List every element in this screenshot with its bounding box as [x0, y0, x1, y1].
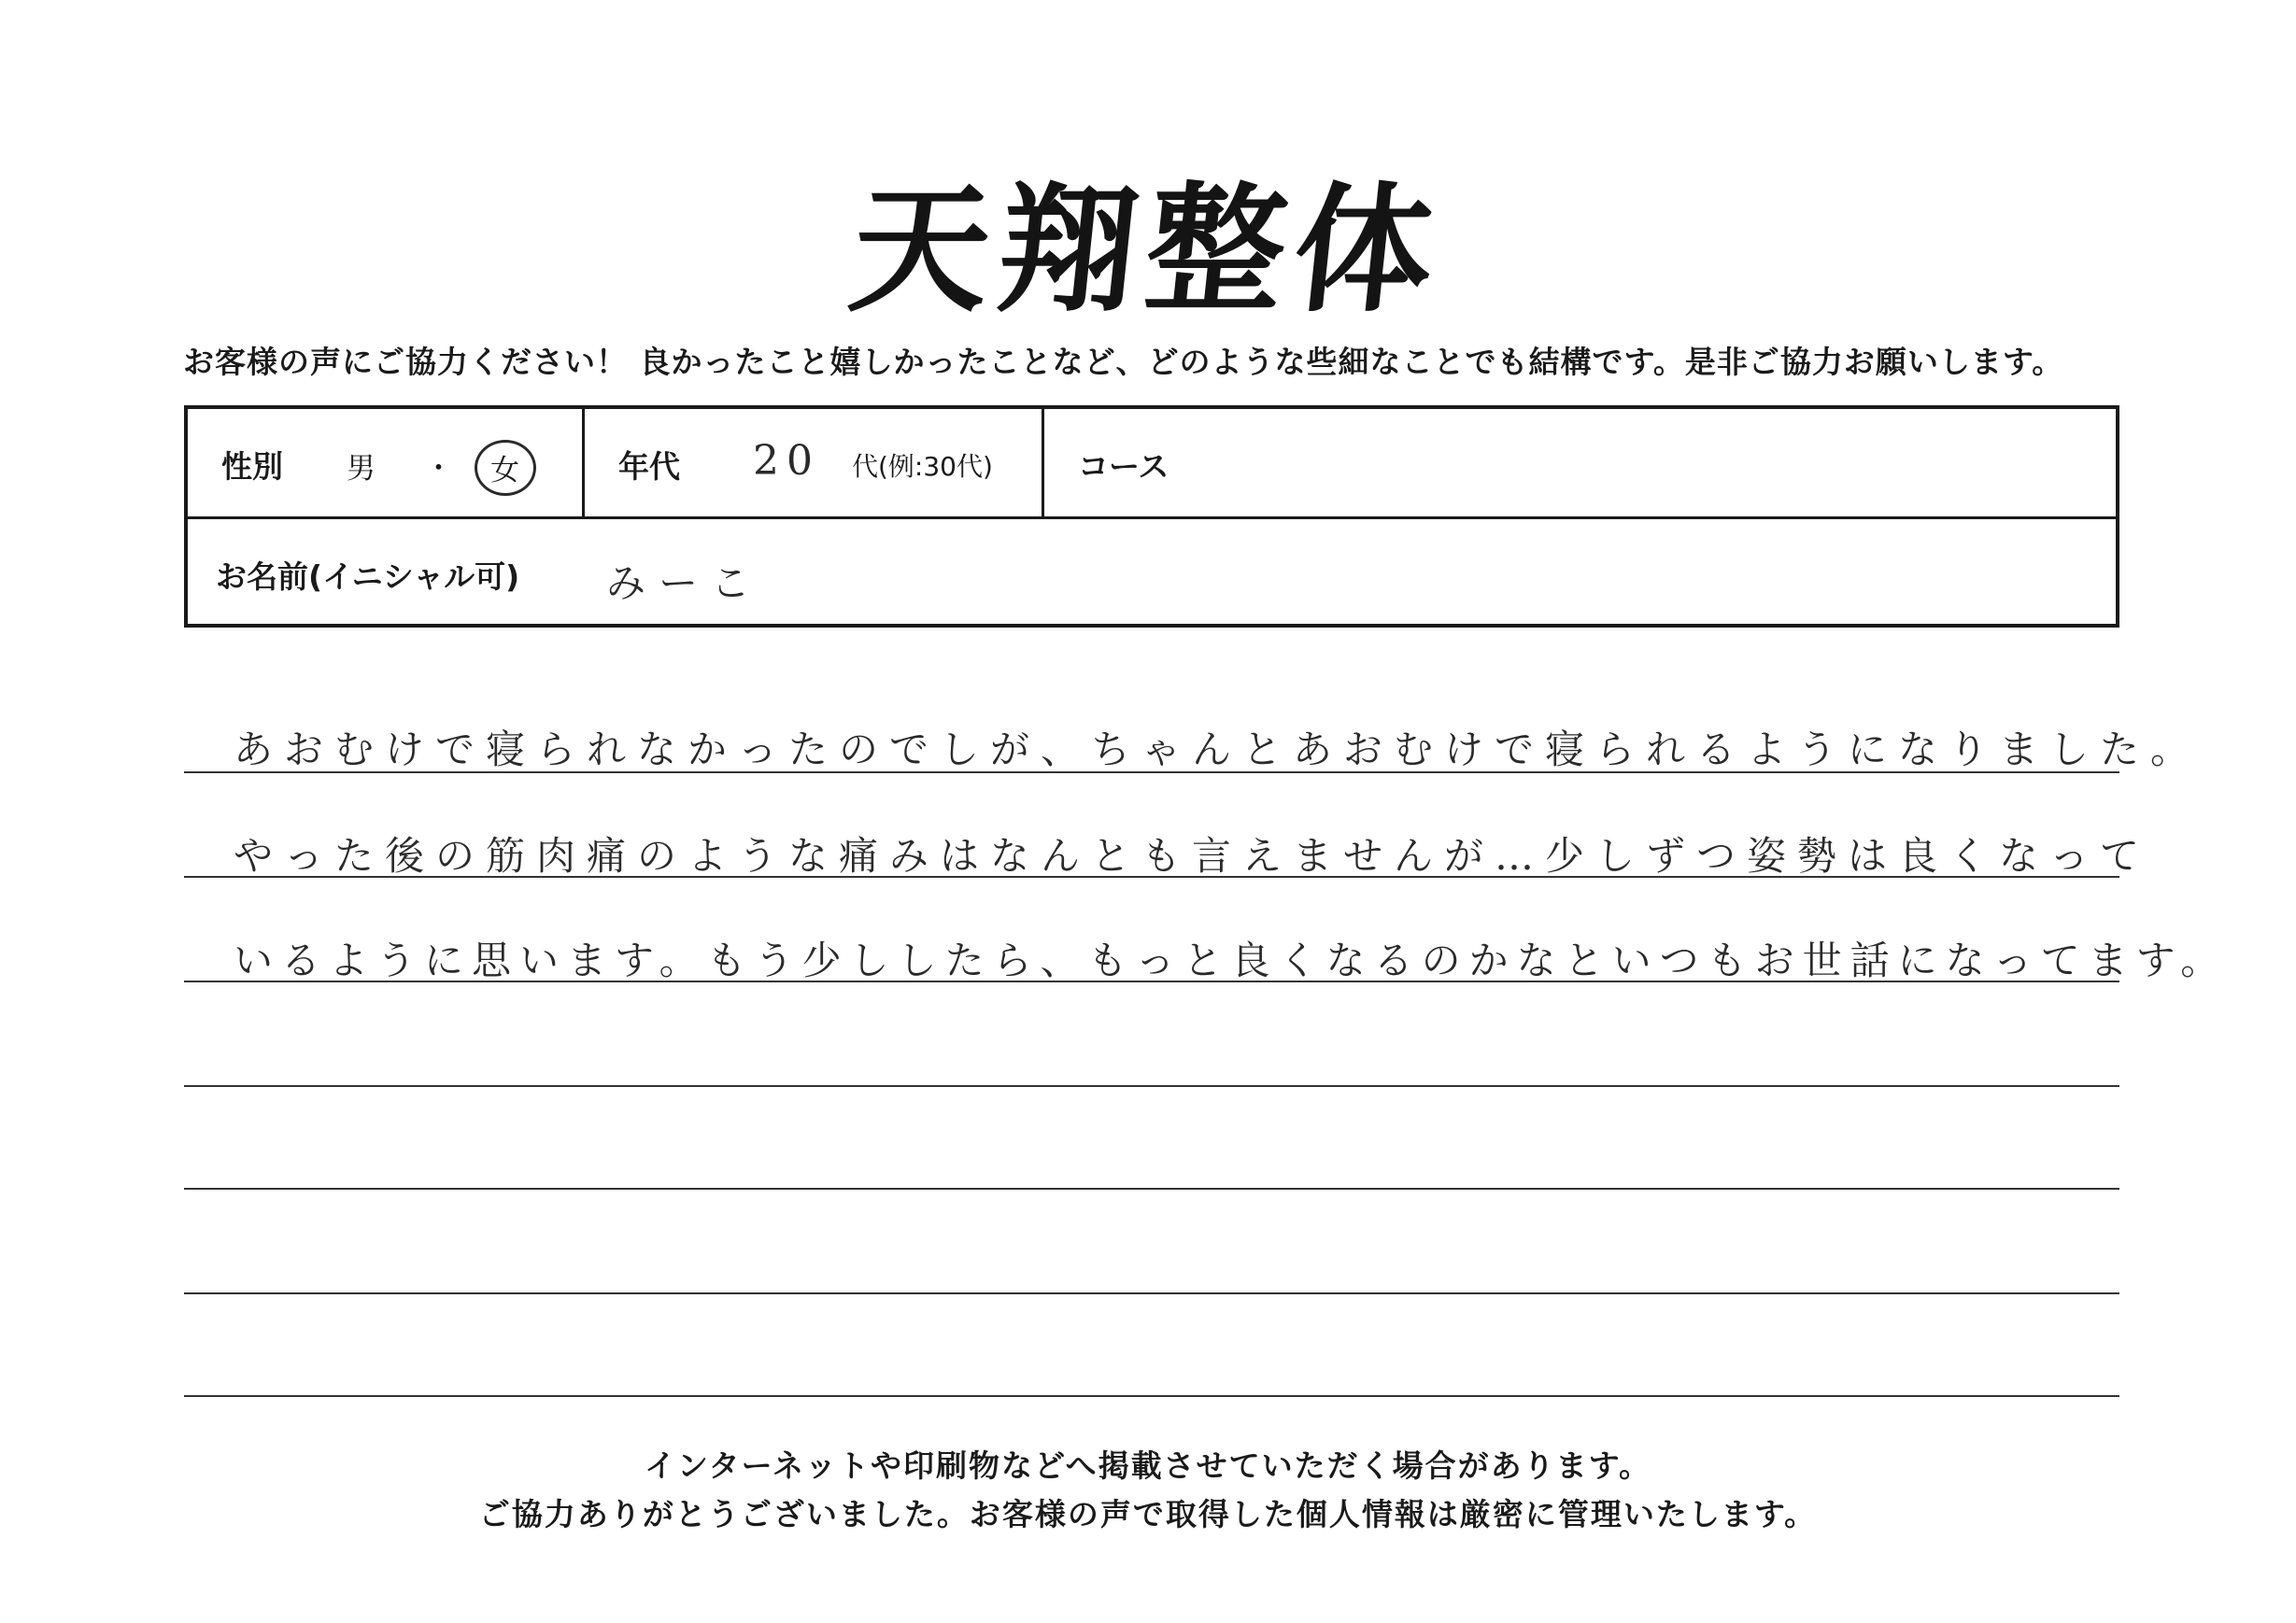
comment-line-2: やった後の筋肉痛のような痛みはなんとも言えませんが…少しずつ姿勢は良くなって	[234, 833, 2151, 879]
sex-label: 性別	[221, 448, 283, 485]
clinic-logo: 天翔整体	[843, 168, 1451, 331]
sex-male-option: 男	[347, 452, 376, 486]
course-cell	[1044, 409, 2119, 516]
sex-female-option: 女	[490, 454, 519, 487]
ruled-line	[184, 1085, 2119, 1087]
intro-text: お客様の声にご協力ください！ 良かったこと嬉しかったことなど、どのような些細なことでも結構です。是非ご協力お願いします。	[183, 344, 2064, 380]
comment-line-3: いるように思います。もう少ししたら、もっと良くなるのかなといつもお世話になってます。	[234, 938, 2229, 983]
age-label: 年代	[618, 448, 680, 485]
sex-separator: ・	[424, 452, 453, 486]
age-value: 20	[753, 437, 820, 485]
footer-notice-2: ご協力ありがとうございました。お客様の声で取得した個人情報は厳密に管理いたします。	[478, 1496, 1818, 1532]
name-value: みーこ	[606, 560, 764, 606]
name-label: お名前(イニシャル可)	[216, 558, 520, 595]
age-cell	[585, 409, 1044, 516]
ruled-line	[184, 1395, 2119, 1397]
ruled-line	[184, 1188, 2119, 1190]
ruled-line	[184, 1292, 2119, 1294]
info-table	[184, 405, 2119, 628]
info-row-2	[188, 519, 2116, 625]
footer-notice-1: インターネットや印刷物などへ掲載させていただく場合があります。	[644, 1447, 1652, 1484]
comment-line-1: あおむけで寝られなかったのでしが、ちゃんとあおむけで寝られるようになりました。	[234, 727, 2202, 772]
age-suffix: 代(例:30代)	[852, 451, 993, 482]
course-label: コース	[1078, 448, 1169, 485]
info-row-1	[188, 409, 2116, 519]
sex-cell	[188, 409, 585, 516]
